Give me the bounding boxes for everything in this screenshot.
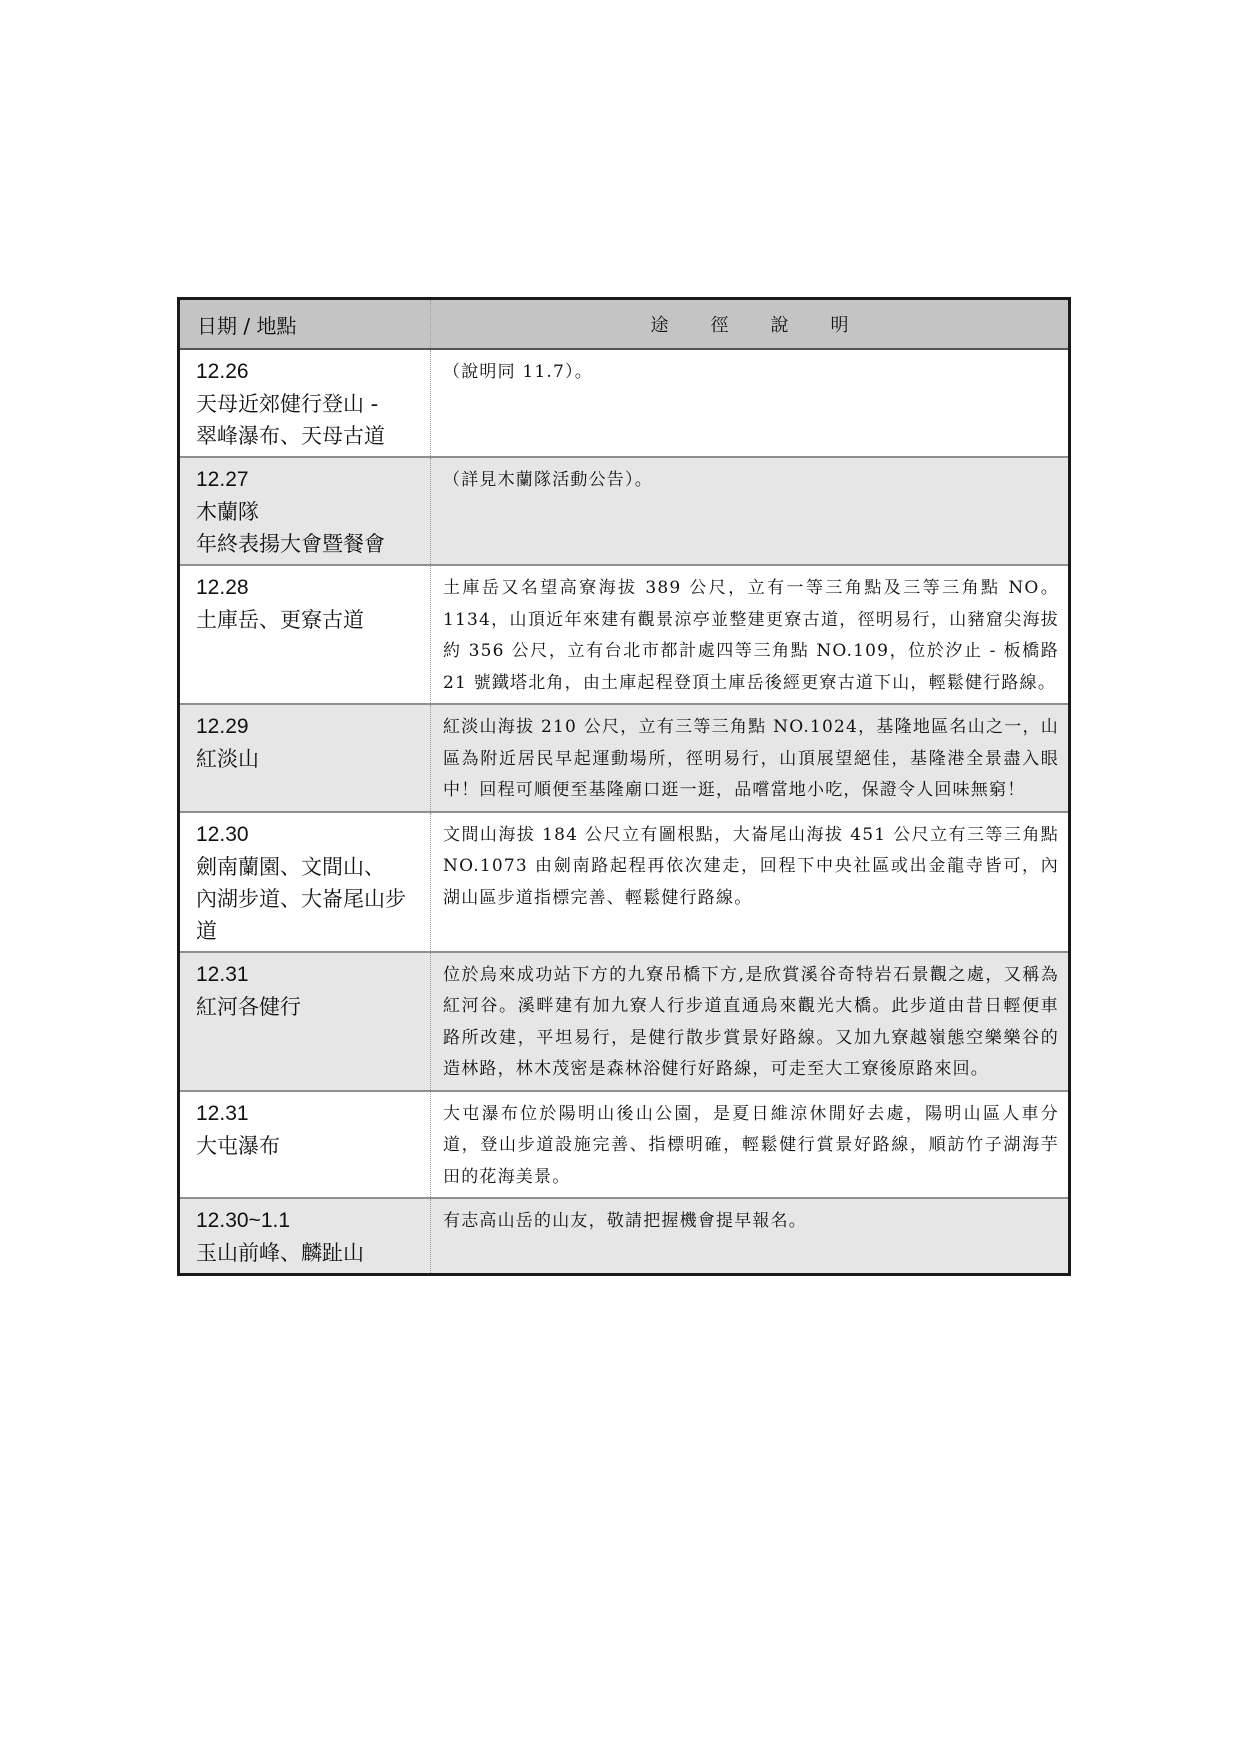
table-row bbox=[179, 704, 1070, 812]
row-place-line: 木蘭隊 bbox=[196, 500, 259, 524]
row-description: 紅淡山海拔 210 公尺，立有三等三角點 NO.1024，基隆地區名山之一，山區為附近居民早起運動場所，徑明易行，山頂展望絕佳，基隆港全景盡入眼中！回程可順便至基隆廟口逛一逛，品嚐當地小吃，保證令人回味無窮！ bbox=[431, 704, 1070, 812]
row-description: 位於烏來成功站下方的九寮吊橋下方,是欣賞溪谷奇特岩石景觀之處，又稱為紅河谷。溪畔建有加九寮人行步道直通烏來觀光大橋。此步道由昔日輕便車路所改建，平坦易行，是健行散步賞景好路線。又加九寮越嶺態空樂樂谷的造林路，林木茂密是森林浴健行好路線，可走至大工寮後原路來回。 bbox=[431, 952, 1070, 1091]
row-place-line: 翠峰瀑布、天母古道 bbox=[196, 424, 385, 448]
table-row bbox=[179, 1091, 1070, 1199]
date-place-cell bbox=[179, 565, 431, 704]
date-place-cell bbox=[179, 704, 431, 812]
row-date: 12.27 bbox=[196, 468, 249, 491]
row-date: 12.31 bbox=[196, 1101, 249, 1125]
row-place-line: 大屯瀑布 bbox=[196, 1133, 280, 1158]
row-place-line: 土庫岳、更寮古道 bbox=[196, 608, 364, 632]
table-body bbox=[179, 349, 1070, 1275]
table-row bbox=[179, 349, 1070, 457]
row-date: 12.28 bbox=[196, 576, 249, 599]
date-place-cell bbox=[179, 1198, 431, 1275]
table-row bbox=[179, 1198, 1070, 1275]
row-description: （說明同 11.7）。 bbox=[443, 362, 593, 382]
row-description: 有志高山岳的山友，敬請把握機會提早報名。 bbox=[431, 1198, 1070, 1275]
row-place-line: 年終表揚大會暨餐會 bbox=[196, 532, 385, 556]
header-route-description: 途徑說明 bbox=[431, 299, 1070, 350]
table-row bbox=[179, 812, 1070, 952]
row-date: 12.26 bbox=[196, 360, 249, 383]
date-place-cell bbox=[179, 457, 431, 565]
row-place-line: 紅河各健行 bbox=[196, 994, 301, 1019]
table-header bbox=[179, 299, 1070, 350]
row-description: 文間山海拔 184 公尺立有圖根點，大崙尾山海拔 451 公尺立有三等三角點 NO.1073 由劍南路起程再依次建走，回程下中央社區或出金龍寺皆可，內湖山區步道指標完善、輕鬆健行路線。 bbox=[443, 824, 1059, 908]
row-date: 12.30 bbox=[196, 822, 249, 846]
row-place-line: 內湖步道、大崙尾山步道 bbox=[196, 886, 406, 943]
row-description: （詳見木蘭隊活動公告）。 bbox=[431, 457, 1070, 565]
schedule-table bbox=[177, 297, 1071, 1276]
row-place-line: 紅淡山 bbox=[196, 747, 259, 771]
date-place-cell bbox=[179, 1091, 431, 1199]
row-description: 大屯瀑布位於陽明山後山公園，是夏日維涼休閒好去處，陽明山區人車分道，登山步道設施完善、指標明確，輕鬆健行賞景好路線，順訪竹子湖海芋田的花海美景。 bbox=[443, 1103, 1059, 1187]
date-place-cell bbox=[179, 952, 431, 1091]
table-row bbox=[179, 457, 1070, 565]
table-row bbox=[179, 565, 1070, 704]
date-place-cell bbox=[179, 812, 431, 952]
row-description: 土庫岳又名望高寮海拔 389 公尺，立有一等三角點及三等三角點 NO。1134，山頂近年來建有觀景涼亭並整建更寮古道，徑明易行，山豬窟尖海拔約 356 公尺，立有台北市都計處四等三角點 NO.109，位於汐止 - 板橋路 21 號鐵塔北角，由土庫起程登頂土庫岳後經更寮古道下山，輕鬆健行路線。 bbox=[443, 578, 1059, 693]
row-date: 12.30~1.1 bbox=[196, 1209, 291, 1232]
table-row bbox=[179, 952, 1070, 1091]
row-place-line: 天母近郊健行登山 - bbox=[196, 392, 379, 416]
row-place-line: 玉山前峰、麟趾山 bbox=[196, 1241, 364, 1265]
header-row bbox=[179, 299, 1070, 350]
row-place-line: 劍南蘭園、文間山、 bbox=[196, 854, 385, 879]
row-date: 12.29 bbox=[196, 715, 249, 738]
header-date-place: 日期 / 地點 bbox=[179, 299, 431, 350]
row-date: 12.31 bbox=[196, 962, 249, 986]
date-place-cell bbox=[179, 349, 431, 457]
